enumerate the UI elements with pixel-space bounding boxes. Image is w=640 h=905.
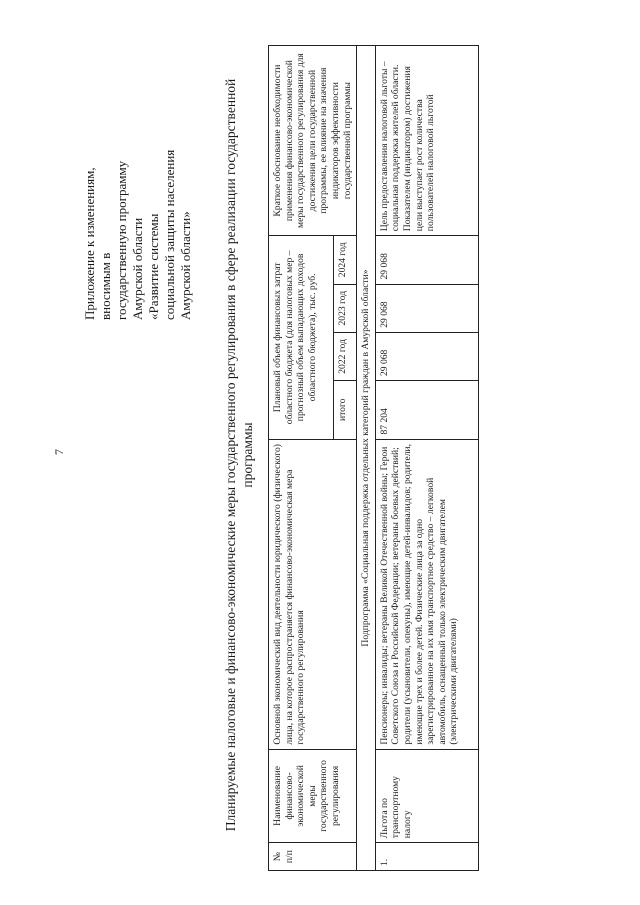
row-num: 1. [375, 843, 478, 871]
table-header-row [269, 46, 334, 871]
row-name: Льгота по транспортному налогу [375, 749, 478, 843]
table-row [375, 46, 478, 871]
row-justification: Цель предоставления налоговой льготы – социальная поддержка жителей области. Показателем (индикатором) достижения цели выступает рост количества пользователей налоговой льготой [375, 46, 478, 236]
row-total: 87 204 [375, 381, 478, 440]
header-total: итого [334, 381, 357, 440]
header-justification: Краткое обоснование необходимости применения финансово-экономической меры государственного регулирования для достижения цели государственной программы, ее влияние на значения индикаторов эффективности государственной программы [269, 46, 357, 236]
row-2022: 29 068 [375, 332, 478, 380]
header-2024: 2024 год [334, 236, 357, 284]
row-subject: Пенсионеры; инвалиды; ветераны Великой Отечественной войны; Герои Советского Союза и Российской Федерации; ветераны боевых действий; родители (усыновители, опекуны), имеющие детей-инвалидов; родители, имеющие трех и более детей. Физические лица за одно зарегистрированное на их имя транспортное средство – легковой автомобиль, оснащенный только электрическим двигателем (электрическими двигателями) [375, 439, 478, 749]
subprogram-title: Подпрограмма «Социальная поддержка отдельных категорий граждан в Амурской области» [357, 46, 376, 871]
header-budget: Плановый объем финансовых затрат областного бюджета (для налоговых мер – прогнозный объем выпадающих доходов областного бюджета), тыс. руб. [269, 236, 334, 439]
measures-table [268, 45, 479, 871]
appendix-note: Приложение к изменениям, вносимым в государственную программу Амурской области «Развитие системы социальной защиты населения Амурской области» [82, 149, 193, 320]
subprogram-row [357, 46, 376, 871]
page-number: 7 [52, 449, 66, 455]
document-title: Планируемые налоговые и финансово-экономические меры государственного регулирования в сфере реализации государственной программы [223, 78, 255, 832]
header-name: Наименование финансово-экономической меры государственного регулирования [269, 749, 357, 843]
header-num: № п/п [269, 843, 357, 871]
header-2023: 2023 год [334, 284, 357, 332]
row-2024: 29 068 [375, 236, 478, 284]
header-subject: Основной экономический вид деятельности юридического (физического) лица, на которое распространяется финансово-экономическая мера государственного регулирования [269, 439, 357, 749]
row-2023: 29 068 [375, 284, 478, 332]
header-2022: 2022 год [334, 332, 357, 380]
